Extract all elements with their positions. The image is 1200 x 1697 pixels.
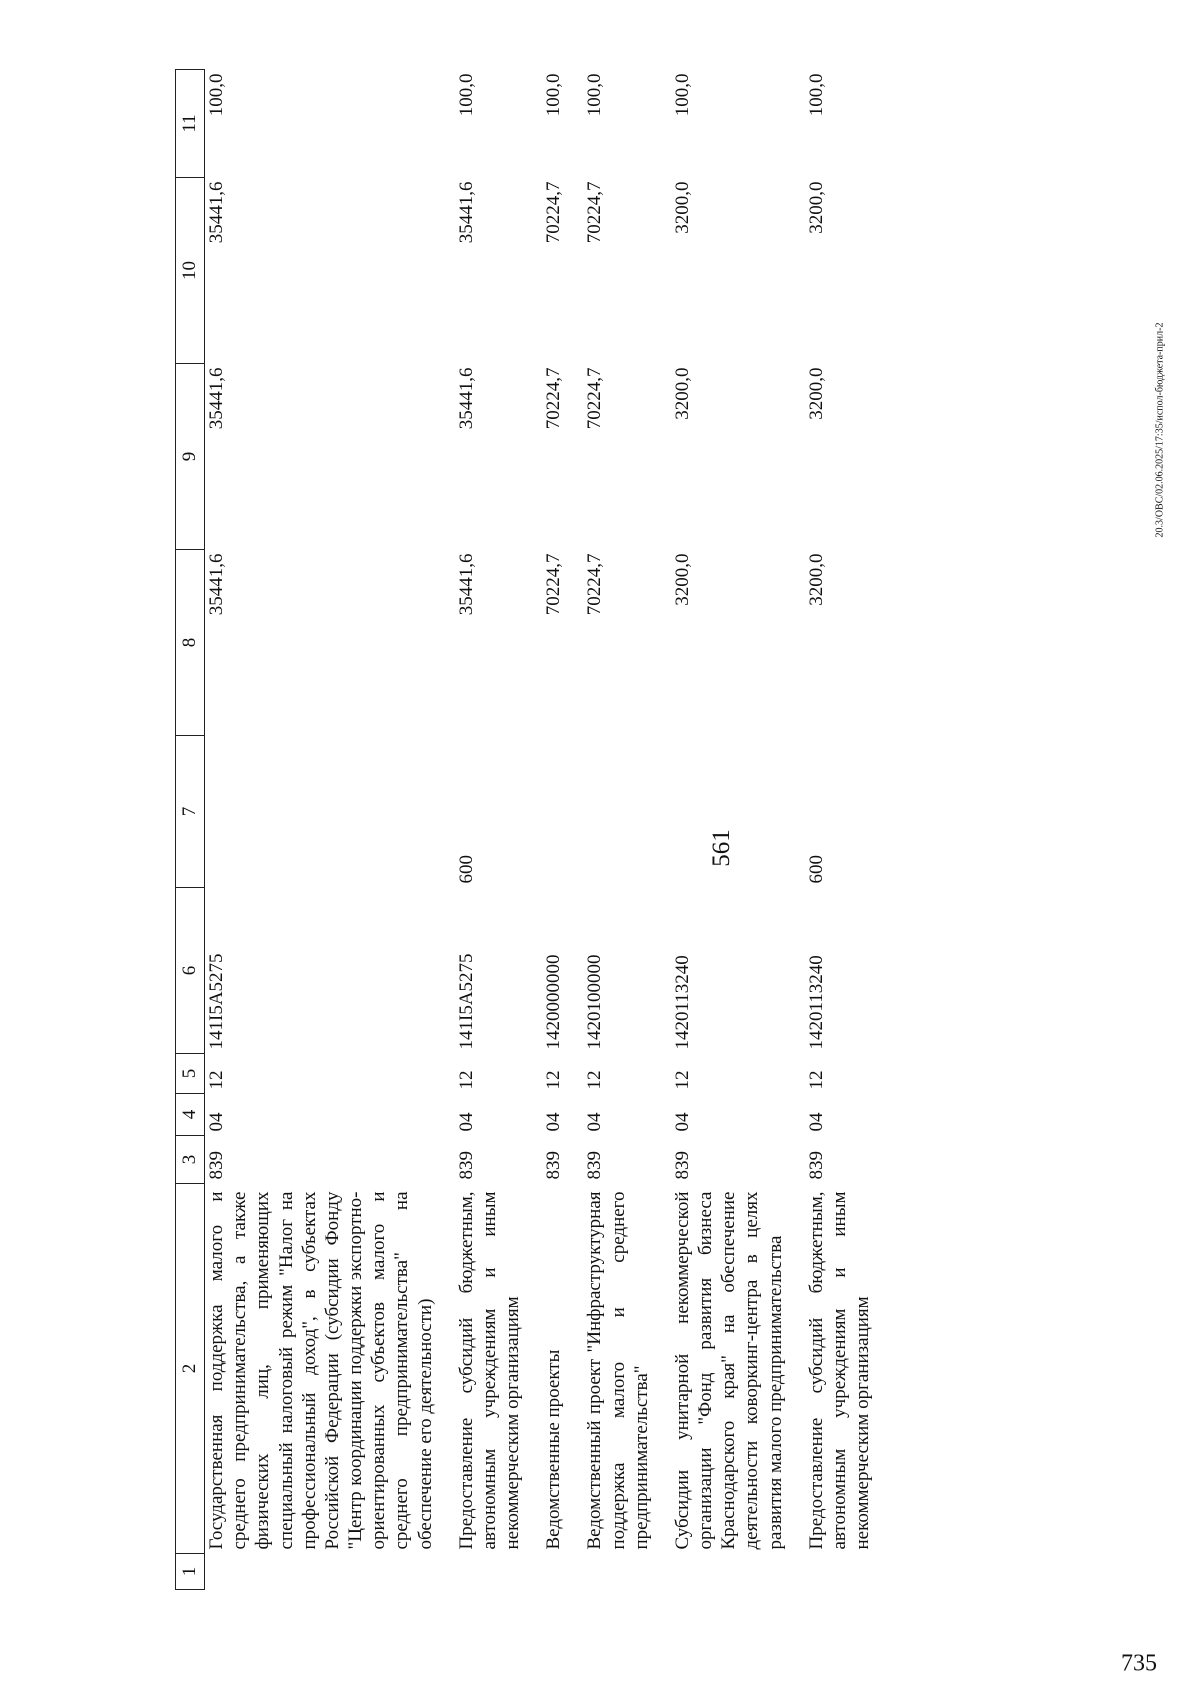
table-row <box>205 70 455 1590</box>
column-header-8: 8 <box>176 550 205 736</box>
cell-col1 <box>455 1554 543 1590</box>
cell-col8: 35441,6 <box>206 553 227 616</box>
cell-col8: 70224,7 <box>543 553 565 616</box>
cell-col10: 3200,0 <box>671 181 693 234</box>
table-row <box>671 70 805 1590</box>
cell-col10: 3200,0 <box>805 181 827 234</box>
cell-col7 <box>583 736 671 888</box>
cell-col5: 12 <box>543 1070 565 1090</box>
cell-col5: 12 <box>584 1070 606 1090</box>
cell-col11: 100,0 <box>455 73 477 117</box>
cell-col11: 100,0 <box>206 73 227 117</box>
column-header-9: 9 <box>176 364 205 550</box>
cell-name: Ведомственный проект "Инфраструктурная поддержка малого и среднего предпринимательства" <box>584 1191 652 1550</box>
cell-col10: 35441,6 <box>206 181 227 244</box>
cell-col6: 1420113240 <box>671 955 693 1050</box>
column-header-4: 4 <box>176 1094 205 1136</box>
cell-name: Предоставление субсидий бюджетным, автономным учреждениям и иным некоммерческим организациям <box>805 1191 874 1550</box>
cell-col6: 141I5A5275 <box>206 953 227 1050</box>
cell-name: Субсидии унитарной некоммерческой организации "Фонд развития бизнеса Краснодарского края" на обеспечение деятельности коворкинг-центра в целях развития малого предпринимательства <box>671 1191 786 1550</box>
column-header-1: 1 <box>176 1554 205 1590</box>
budget-table-container <box>175 70 1095 1590</box>
cell-col5: 12 <box>455 1070 477 1090</box>
table-row <box>583 70 671 1590</box>
column-header-7: 7 <box>176 736 205 888</box>
cell-col3: 839 <box>543 1151 565 1180</box>
cell-col8: 70224,7 <box>584 553 606 616</box>
cell-col1 <box>805 1554 893 1590</box>
cell-col11: 100,0 <box>671 73 693 117</box>
cell-col8: 3200,0 <box>671 553 693 606</box>
table-row <box>542 70 583 1590</box>
page-number: 561 <box>708 829 735 867</box>
footer-code: 20.3/ОВС/02.06.2025/17:35/испол-бюджета-прил-2 <box>1154 322 1166 538</box>
cell-name: Государственная поддержка малого и среднего предпринимательства, а также физических лиц, применяющих специальный налоговый режим "Налог на профессиональный доход", в субъектах Российской Федерации (субсидии Фонду "Центр координации поддержки экспортно-ориентированных субъектов малого и среднего предпринимательства" на обеспечение его деятельности) <box>206 1191 436 1550</box>
budget-table <box>175 69 892 1590</box>
cell-col10: 70224,7 <box>543 181 565 244</box>
cell-col9: 35441,6 <box>455 367 477 430</box>
cell-col3: 839 <box>206 1151 227 1180</box>
column-header-3: 3 <box>176 1136 205 1184</box>
cell-col6: 141I5A5275 <box>455 953 477 1050</box>
column-header-2: 2 <box>176 1184 205 1554</box>
cell-col1 <box>205 1554 455 1590</box>
cell-col1 <box>671 1554 805 1590</box>
cell-col4: 04 <box>671 1112 693 1132</box>
cell-col4: 04 <box>584 1112 606 1132</box>
table-row <box>805 70 893 1590</box>
cell-name: Ведомственные проекты <box>543 1349 565 1550</box>
bottom-page-number: 735 <box>1121 1650 1157 1677</box>
cell-col10: 70224,7 <box>584 181 606 244</box>
cell-col5: 12 <box>805 1070 827 1090</box>
cell-name: Предоставление субсидий бюджетным, автономным учреждениям и иным некоммерческим организациям <box>455 1191 524 1550</box>
cell-col9: 3200,0 <box>805 367 827 420</box>
cell-col3: 839 <box>455 1151 477 1180</box>
table-header-row <box>176 70 205 1590</box>
cell-col6: 1420000000 <box>543 954 565 1050</box>
cell-col4: 04 <box>805 1112 827 1132</box>
column-header-6: 6 <box>176 888 205 1054</box>
cell-col11: 100,0 <box>805 73 827 117</box>
cell-col4: 04 <box>206 1112 227 1132</box>
cell-col7 <box>205 736 455 888</box>
cell-col6: 1420113240 <box>805 955 827 1050</box>
cell-col1 <box>583 1554 671 1590</box>
cell-col3: 839 <box>671 1151 693 1180</box>
cell-col9: 70224,7 <box>584 367 606 430</box>
cell-col7: 600 <box>805 855 827 884</box>
cell-col3: 839 <box>805 1151 827 1180</box>
cell-col8: 35441,6 <box>455 553 477 616</box>
cell-col4: 04 <box>455 1112 477 1132</box>
cell-col5: 12 <box>206 1070 227 1090</box>
cell-col7 <box>671 736 805 888</box>
column-header-11: 11 <box>176 70 205 178</box>
cell-col1 <box>542 1554 583 1590</box>
cell-col7: 600 <box>455 855 477 884</box>
column-header-10: 10 <box>176 178 205 364</box>
cell-col11: 100,0 <box>584 73 606 117</box>
cell-col5: 12 <box>671 1070 693 1090</box>
table-row <box>455 70 543 1590</box>
cell-col9: 35441,6 <box>206 367 227 430</box>
cell-col3: 839 <box>584 1151 606 1180</box>
cell-col6: 1420100000 <box>584 954 606 1050</box>
column-header-5: 5 <box>176 1054 205 1094</box>
cell-col9: 3200,0 <box>671 367 693 420</box>
cell-col4: 04 <box>543 1112 565 1132</box>
cell-col10: 35441,6 <box>455 181 477 244</box>
cell-col7 <box>542 736 583 888</box>
cell-col8: 3200,0 <box>805 553 827 606</box>
cell-col9: 70224,7 <box>543 367 565 430</box>
cell-col11: 100,0 <box>543 73 565 117</box>
